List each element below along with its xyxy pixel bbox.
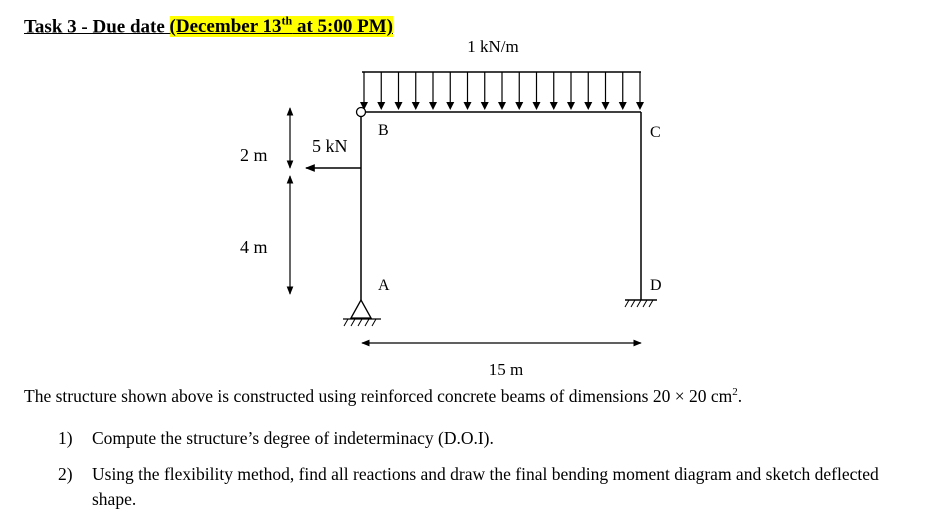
span-label: 15 m — [488, 360, 524, 379]
load-arrowhead — [584, 102, 592, 110]
statement-text: The structure shown above is constructed using reinforced concrete beams of dimensions 20 × 20 cm — [24, 386, 733, 406]
problem-statement — [24, 386, 742, 407]
frame-members — [361, 112, 641, 300]
due-date-text: (December 13 — [169, 16, 282, 38]
node-b-label: B — [378, 122, 389, 139]
load-arrowhead — [464, 102, 472, 110]
load-arrowhead — [481, 102, 489, 110]
load-arrowhead — [395, 102, 403, 110]
load-arrowhead — [498, 102, 506, 110]
statement-end: . — [737, 386, 743, 406]
node-c-label: C — [650, 124, 661, 141]
load-arrowhead — [377, 102, 385, 110]
dim-lower-label: 4 m — [240, 237, 268, 257]
force-label: 5 kN — [312, 136, 348, 156]
due-date-suffix: th — [281, 14, 293, 28]
statement-superscript: 2 — [732, 386, 738, 399]
fixed-support-icon — [625, 300, 657, 307]
node-a-label: A — [378, 277, 390, 294]
due-date-time: at 5:00 PM) — [292, 16, 393, 38]
load-arrowhead — [636, 102, 644, 110]
node-d-label: D — [650, 277, 662, 294]
load-arrowhead — [412, 102, 420, 110]
pin-support-icon — [343, 300, 381, 326]
load-arrowhead — [602, 102, 610, 110]
question-1-number: 1) — [58, 428, 73, 448]
question-2-text: Using the flexibility method, find all reactions and draw the final bending moment diagram and sketch deflected shape. — [92, 464, 879, 509]
load-arrowhead — [429, 102, 437, 110]
load-label: 1 kN/m — [467, 37, 519, 56]
load-arrowhead — [533, 102, 541, 110]
question-2-number: 2) — [58, 464, 73, 484]
hinge-b-icon — [357, 108, 366, 117]
load-arrowhead — [550, 102, 558, 110]
load-arrows — [360, 72, 644, 110]
load-arrowhead — [515, 102, 523, 110]
question-1-text: Compute the structure’s degree of indeterminacy (D.O.I). — [92, 428, 494, 448]
task-title-prefix: Task 3 - Due date — [24, 16, 170, 38]
distributed-load — [360, 72, 644, 110]
load-arrowhead — [446, 102, 454, 110]
load-arrowhead — [619, 102, 627, 110]
dim-upper-label: 2 m — [240, 145, 268, 165]
load-arrowhead — [567, 102, 575, 110]
